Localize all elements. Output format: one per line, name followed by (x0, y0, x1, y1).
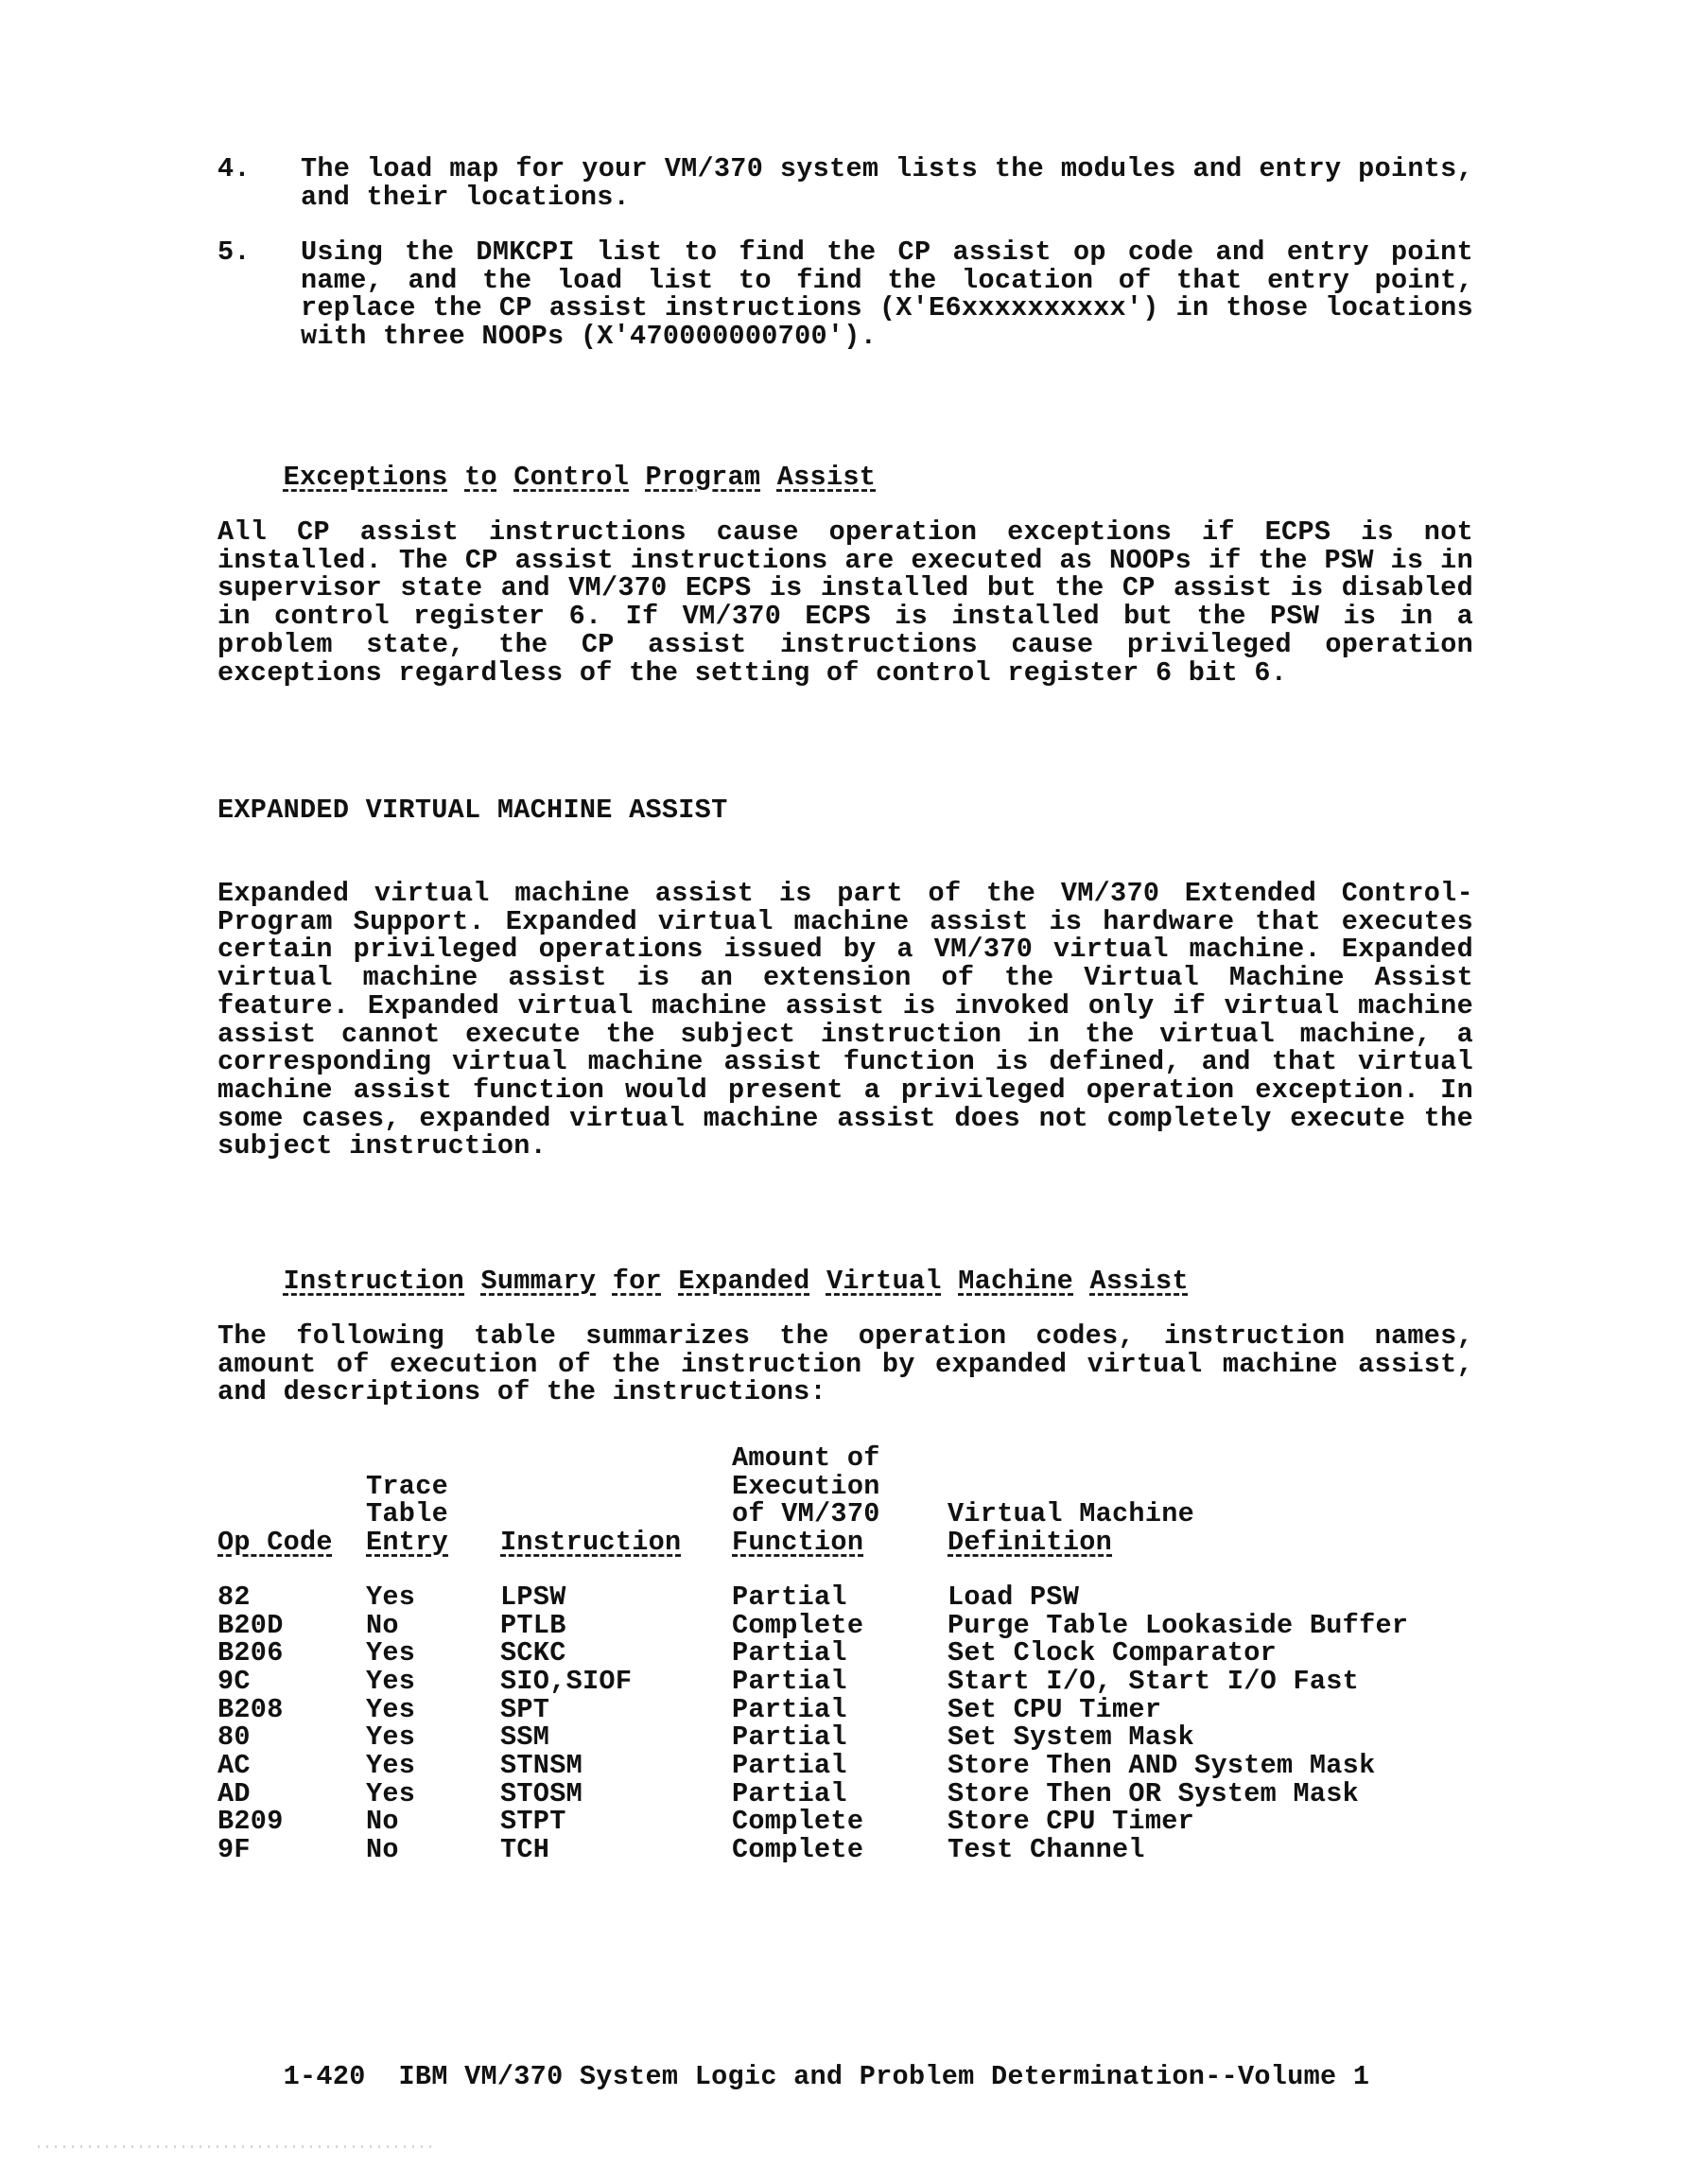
cell-op-code: 82 (217, 1581, 251, 1613)
cell-definition: Load PSW (948, 1581, 1080, 1613)
cell-trace-entry: Yes (366, 1693, 416, 1725)
cell-op-code: B20D (217, 1609, 284, 1641)
header-amount-of-execution: Amount of Execution of VM/370 Function (732, 1442, 880, 1559)
heading-word: Machine (958, 1265, 1074, 1297)
cell-execution-amount: Partial (732, 1665, 847, 1697)
cell-instruction: STNSM (500, 1750, 583, 1782)
cell-instruction: SIO,SIOF (500, 1665, 633, 1697)
header-op-code: Op Code (217, 1527, 333, 1559)
cell-instruction: TCH (500, 1834, 550, 1866)
heading-word: to (464, 461, 497, 493)
cell-instruction: SSM (500, 1721, 550, 1754)
scan-artifact (38, 2145, 435, 2148)
instruction-summary-heading (217, 1239, 1189, 1323)
cell-trace-entry: Yes (366, 1665, 416, 1697)
cell-definition: Purge Table Lookaside Buffer (948, 1609, 1409, 1641)
cell-trace-entry: Yes (366, 1750, 416, 1782)
cell-op-code: 9F (217, 1834, 251, 1866)
list-number: 4. (217, 153, 251, 184)
expanded-vma-paragraph: Expanded virtual machine assist is part of the VM/370 Extended Control-Program Support. Expanded virtual machine assist is hardware that executes certain privileged operations issued by a VM/370 virtual machine. Expanded virtual machine assist is an extension of the Virtual Machine Assist feature. Expanded virtual machine assist is invoked only if virtual machine assist cannot execute the subject instruction in the virtual machine, a corresponding virtual machine assist function is defined, and that virtual machine assist function would present a privileged operation exception. In some cases, expanded virtual machine assist does not completely execute the subject instruction. (217, 878, 1473, 1162)
cell-execution-amount: Partial (732, 1721, 847, 1754)
page-number: 1-420 (283, 2060, 366, 2092)
table-row (217, 1780, 1477, 1808)
cell-definition: Set Clock Comparator (948, 1637, 1278, 1669)
list-number: 5. (217, 236, 251, 268)
table-row (217, 1583, 1477, 1612)
header-trace-table-entry: Trace Table Entry (366, 1470, 449, 1559)
exceptions-paragraph: All CP assist instructions cause operation exceptions if ECPS is not installed. The CP assist instructions are executed as NOOPs if the PSW is in supervisor state and VM/370 ECPS is installed but the CP assist is disabled in control register 6. If VM/370 ECPS is installed but the PSW is in a problem state, the CP assist instructions cause privileged operation exceptions regardless of the setting of control register 6 bit 6. (217, 516, 1473, 689)
table-row (217, 1752, 1477, 1780)
heading-word: Exceptions (283, 461, 448, 493)
heading-word: Assist (776, 461, 877, 493)
cell-trace-entry: Yes (366, 1721, 416, 1754)
heading-word: Instruction (283, 1265, 465, 1297)
cell-definition: Store CPU Timer (948, 1806, 1195, 1838)
table-body (217, 1583, 1477, 1864)
table-header-row (217, 1444, 1477, 1583)
heading-word: Summary (480, 1265, 597, 1297)
table-row (217, 1696, 1477, 1724)
cell-op-code: AD (217, 1777, 251, 1809)
table-row (217, 1723, 1477, 1752)
cell-trace-entry: No (366, 1806, 399, 1838)
cell-instruction: SCKC (500, 1637, 566, 1669)
cell-definition: Set System Mask (948, 1721, 1195, 1754)
cell-trace-entry: Yes (366, 1637, 416, 1669)
cell-execution-amount: Partial (732, 1693, 847, 1725)
cell-execution-amount: Partial (732, 1581, 847, 1613)
cell-instruction: LPSW (500, 1581, 566, 1613)
cell-execution-amount: Complete (732, 1806, 864, 1838)
heading-word: Program (645, 461, 761, 493)
cell-instruction: PTLB (500, 1609, 566, 1641)
heading-word: Control (513, 461, 630, 493)
cell-op-code: B209 (217, 1806, 284, 1838)
cell-execution-amount: Partial (732, 1777, 847, 1809)
heading-word: Assist (1089, 1265, 1189, 1297)
expanded-vma-heading: EXPANDED VIRTUAL MACHINE ASSIST (217, 795, 728, 826)
cell-trace-entry: Yes (366, 1581, 416, 1613)
cell-execution-amount: Partial (732, 1637, 847, 1669)
cell-execution-amount: Partial (732, 1750, 847, 1782)
cell-trace-entry: Yes (366, 1777, 416, 1809)
cell-execution-amount: Complete (732, 1834, 864, 1866)
heading-word: Virtual (826, 1265, 942, 1297)
cell-definition: Store Then AND System Mask (948, 1750, 1376, 1782)
instruction-summary-table (217, 1444, 1477, 1864)
cell-trace-entry: No (366, 1609, 399, 1641)
cell-definition: Test Channel (948, 1834, 1145, 1866)
table-row (217, 1808, 1477, 1836)
exceptions-heading (217, 435, 876, 519)
header-instruction: Instruction (500, 1527, 682, 1559)
cell-definition: Start I/O, Start I/O Fast (948, 1665, 1360, 1697)
cell-definition: Set CPU Timer (948, 1693, 1162, 1725)
cell-op-code: B206 (217, 1637, 284, 1669)
header-vm-definition: Virtual Machine Definition (948, 1498, 1195, 1559)
cell-definition: Store Then OR System Mask (948, 1777, 1360, 1809)
cell-instruction: STPT (500, 1806, 566, 1838)
cell-execution-amount: Complete (732, 1609, 864, 1641)
list-item-text: The load map for your VM/370 system lists the modules and entry points, and their locations. (301, 153, 1473, 213)
cell-op-code: B208 (217, 1693, 284, 1725)
heading-word: Expanded (678, 1265, 810, 1297)
table-row (217, 1612, 1477, 1640)
cell-instruction: STOSM (500, 1777, 583, 1809)
cell-op-code: AC (217, 1750, 251, 1782)
table-row (217, 1639, 1477, 1668)
summary-intro-paragraph: The following table summarizes the operation codes, instruction names, amount of execution of the instruction by expanded virtual machine assist, and descriptions of the instructions: (217, 1320, 1473, 1408)
footer-title: IBM VM/370 System Logic and Problem Determination--Volume 1 (398, 2060, 1370, 2092)
cell-op-code: 80 (217, 1721, 251, 1754)
cell-trace-entry: No (366, 1834, 399, 1866)
table-row (217, 1668, 1477, 1696)
cell-instruction: SPT (500, 1693, 550, 1725)
cell-op-code: 9C (217, 1665, 251, 1697)
table-row (217, 1836, 1477, 1864)
list-item-text: Using the DMKCPI list to find the CP assist op code and entry point name, and the load list to find the location of that entry point, replace the CP assist instructions (X'E6xxxxxxxxxx') in those locations with three NOOPs (X'470000000700'). (301, 236, 1473, 353)
list-item-5 (217, 236, 1473, 353)
heading-word: for (612, 1265, 662, 1297)
page-footer (217, 2035, 1369, 2119)
